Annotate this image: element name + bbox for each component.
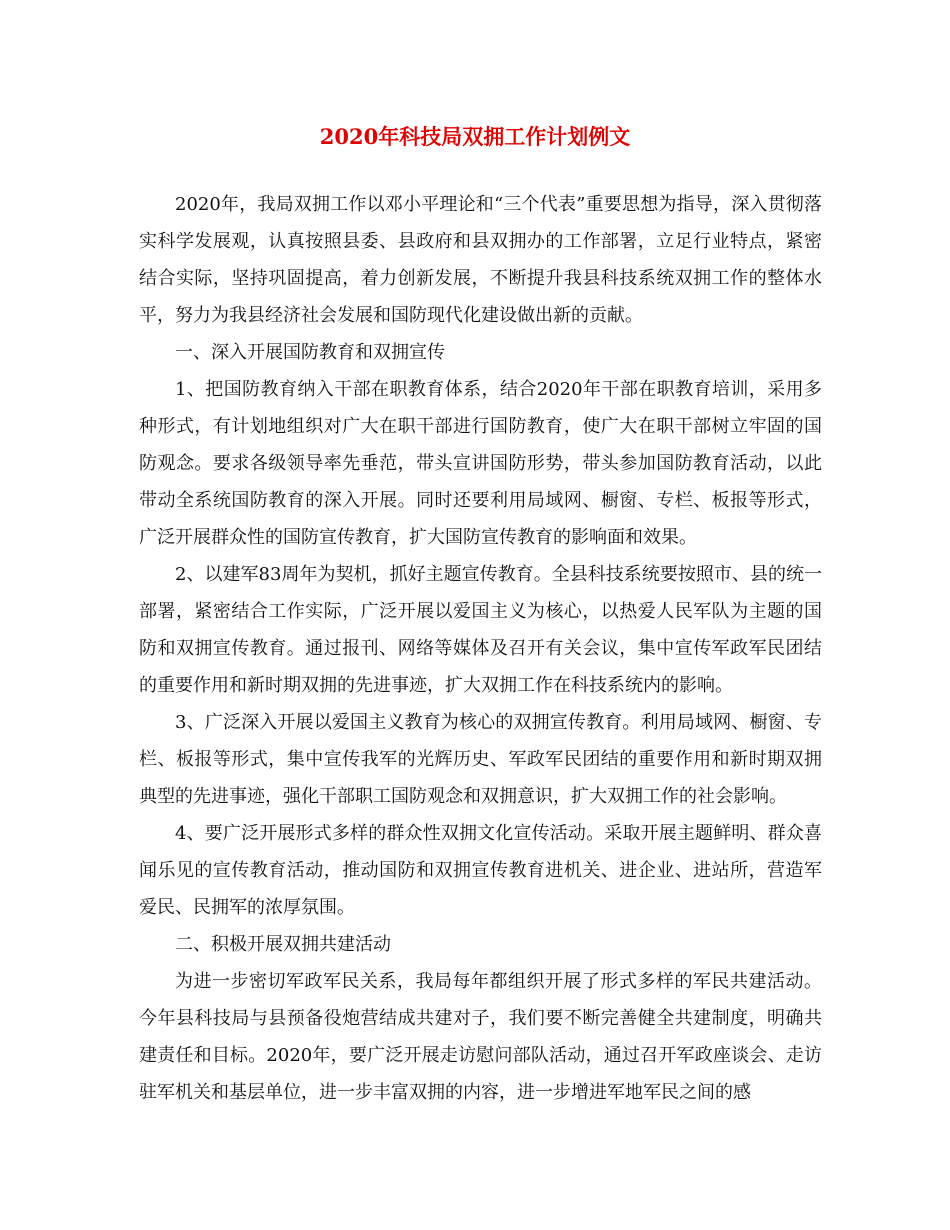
section-2-paragraph: 为进一步密切军政军民关系，我局每年都组织开展了形式多样的军民共建活动。今年县科技局与县预备役炮营结成共建对子，我们要不断完善健全共建制度，明确共建责任和目标。2020年，要广泛开展走访慰问部队活动，通过召开军政座谈会、走访驻军机关和基层单位，进一步丰富双拥的内容，进一步增进军地军民之间的感 <box>139 971 822 1103</box>
paragraph-item-4: 4、要广泛开展形式多样的群众性双拥文化宣传活动。采取开展主题鲜明、群众喜闻乐见的宣传教育活动，推动国防和双拥宣传教育进机关、进企业、进站所，营造军爱民、民拥军的浓厚氛围。 <box>139 823 822 918</box>
paragraph-item-1: 1、把国防教育纳入干部在职教育体系，结合2020年干部在职教育培训，采用多种形式，有计划地组织对广大在职干部进行国防教育，使广大在职干部树立牢固的国防观念。要求各级领导率先垂范，带头宣讲国防形势，带头参加国防教育活动，以此带动全系统国防教育的深入开展。同时还要利用局域网、橱窗、专栏、板报等形式，广泛开展群众性的国防宣传教育，扩大国防宣传教育的影响面和效果。 <box>139 379 822 548</box>
document-title: 2020年科技局双拥工作计划例文 <box>319 124 631 149</box>
document-body <box>139 186 822 1111</box>
intro-paragraph: 2020年，我局双拥工作以邓小平理论和“三个代表”重要思想为指导，深入贯彻落实科学发展观，认真按照县委、县政府和县双拥办的工作部署，立足行业特点，紧密结合实际，坚持巩固提高，着力创新发展，不断提升我县科技系统双拥工作的整体水平，努力为我县经济社会发展和国防现代化建设做出新的贡献。 <box>139 194 822 326</box>
section-heading-1: 一、深入开展国防教育和双拥宣传 <box>175 342 445 363</box>
paragraph-item-2: 2、以建军83周年为契机，抓好主题宣传教育。全县科技系统要按照市、县的统一部署，紧密结合工作实际，广泛开展以爱国主义为核心，以热爱人民军队为主题的国防和双拥宣传教育。通过报刊、网络等媒体及召开有关会议，集中宣传军政军民团结的重要作用和新时期双拥的先进事迹，扩大双拥工作在科技系统内的影响。 <box>139 564 822 696</box>
section-heading-2: 二、积极开展双拥共建活动 <box>175 934 391 955</box>
paragraph-item-3: 3、广泛深入开展以爱国主义教育为核心的双拥宣传教育。利用局域网、橱窗、专栏、板报等形式，集中宣传我军的光辉历史、军政军民团结的重要作用和新时期双拥典型的先进事迹，强化干部职工国防观念和双拥意识，扩大双拥工作的社会影响。 <box>139 712 822 807</box>
